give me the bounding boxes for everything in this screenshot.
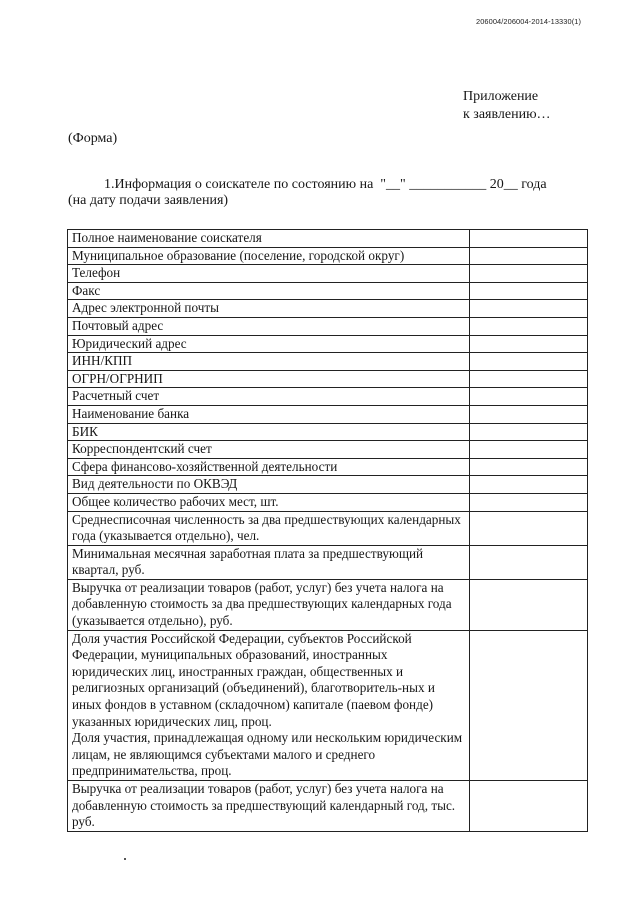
table-row: [68, 405, 588, 423]
table-row: [68, 300, 588, 318]
row-label: Факс: [68, 282, 470, 300]
document-id: 206004/206004-2014-13330(1): [476, 17, 582, 26]
row-value-field[interactable]: [469, 388, 587, 406]
row-value-field[interactable]: [469, 265, 587, 283]
table-row: [68, 423, 588, 441]
row-value-field[interactable]: [469, 511, 587, 545]
form-label: (Форма): [68, 131, 118, 146]
table-row: [68, 370, 588, 388]
table-row: [68, 265, 588, 283]
row-label: Выручка от реализации товаров (работ, услуг) без учета налога на добавленную стоимость за два предшествующих календарных года (указывается отдельно), руб.: [68, 579, 470, 630]
table-row: [68, 247, 588, 265]
table-row: [68, 493, 588, 511]
row-label: ИНН/КПП: [68, 353, 470, 371]
row-value-field[interactable]: [469, 353, 587, 371]
table-row: [68, 545, 588, 579]
table-row: [68, 458, 588, 476]
row-label: Вид деятельности по ОКВЭД: [68, 476, 470, 494]
row-value-field[interactable]: [469, 300, 587, 318]
row-label: Выручка от реализации товаров (работ, услуг) без учета налога на добавленную стоимость за предшествующий календарный год, тыс. руб.: [68, 781, 470, 832]
scan-speck: [124, 858, 126, 860]
table-row: [68, 579, 588, 630]
table-row: [68, 511, 588, 545]
appendix-note: [463, 88, 551, 124]
row-value-field[interactable]: [469, 579, 587, 630]
table-row: [68, 781, 588, 832]
row-value-field[interactable]: [469, 317, 587, 335]
row-label: Минимальная месячная заработная плата за предшествующий квартал, руб.: [68, 545, 470, 579]
row-value-field[interactable]: [469, 441, 587, 459]
row-label: Адрес электронной почты: [68, 300, 470, 318]
applicant-info-table-body: [68, 230, 588, 832]
row-value-field[interactable]: [469, 476, 587, 494]
row-label: Среднесписочная численность за два предшествующих календарных года (указывается отдельно), чел.: [68, 511, 470, 545]
row-value-field[interactable]: [469, 630, 587, 780]
row-value-field[interactable]: [469, 282, 587, 300]
applicant-info-table: [67, 229, 588, 832]
info-subtitle: (на дату подачи заявления): [68, 193, 229, 208]
info-title: [104, 177, 594, 193]
table-row: [68, 353, 588, 371]
table-row: [68, 630, 588, 780]
row-value-field[interactable]: [469, 247, 587, 265]
info-title-text: 1.Информация о соискателе по состоянию на "__" ___________ 20__ года: [104, 177, 547, 192]
appendix-line-1: Приложение: [463, 89, 539, 104]
row-label: Общее количество рабочих мест, шт.: [68, 493, 470, 511]
table-row: [68, 388, 588, 406]
row-value-field[interactable]: [469, 423, 587, 441]
row-label: Полное наименование соискателя: [68, 230, 470, 248]
table-row: [68, 317, 588, 335]
row-value-field[interactable]: [469, 781, 587, 832]
table-row: [68, 282, 588, 300]
row-label: Муниципальное образование (поселение, городской округ): [68, 247, 470, 265]
row-value-field[interactable]: [469, 493, 587, 511]
row-value-field[interactable]: [469, 545, 587, 579]
row-label: Почтовый адрес: [68, 317, 470, 335]
row-label: Расчетный счет: [68, 388, 470, 406]
table-row: [68, 476, 588, 494]
row-label: Телефон: [68, 265, 470, 283]
appendix-line-2: к заявлению…: [463, 107, 551, 122]
row-label: Юридический адрес: [68, 335, 470, 353]
row-value-field[interactable]: [469, 405, 587, 423]
table-row: [68, 335, 588, 353]
table-row: [68, 230, 588, 248]
row-label: Наименование банка: [68, 405, 470, 423]
row-label: БИК: [68, 423, 470, 441]
row-label: ОГРН/ОГРНИП: [68, 370, 470, 388]
row-value-field[interactable]: [469, 335, 587, 353]
row-label: Корреспондентский счет: [68, 441, 470, 459]
row-label: Доля участия Российской Федерации, субъектов Российской Федерации, муниципальных образований, иностранных юридических лиц, иностранных граждан, общественных и религиозных организаций (объединений), благотворитель-ных и иных фондов в уставном (складочном) капитале (паевом фонде) указанных юридических лиц, проц. Доля участия, принадлежащая одному или нескольким юридическим лицам, не являющимся субъектами малого и среднего предпринимательства, проц.: [68, 630, 470, 780]
row-value-field[interactable]: [469, 458, 587, 476]
row-label: Сфера финансово-хозяйственной деятельности: [68, 458, 470, 476]
row-value-field[interactable]: [469, 370, 587, 388]
row-value-field[interactable]: [469, 230, 587, 248]
table-row: [68, 441, 588, 459]
